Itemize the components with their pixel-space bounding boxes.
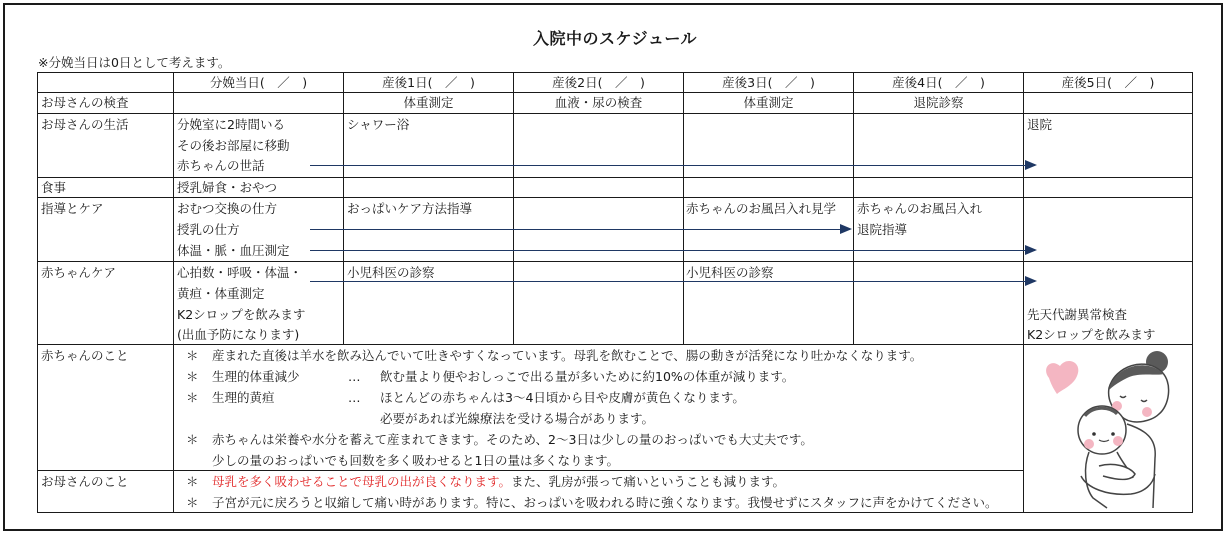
cell-baby-care-day1: 小児科医の診察 [347,265,435,280]
note-line: ほとんどの赤ちゃんは3～4日頃から目や皮膚が黄色くなります。 [380,390,745,405]
cell-mother-life-day0-line: 赤ちゃんの世話 [177,158,265,173]
cell-mother-life-day0-line: 分娩室に2時間いる [177,117,285,132]
note-line: また、乳房が張って痛いということも減ります。 [511,474,786,489]
row-label-meal: 食事 [41,180,67,195]
cell-meal-day0: 授乳婦食・おやつ [177,180,278,195]
cell-mother-exam-day3: 体重測定 [743,95,794,110]
row-label-guidance: 指導とケア [41,201,104,216]
note-line: 赤ちゃんは栄養や水分を蓄えて産まれてきます。そのため、2～3日は少しの量のおっぱいでも大丈夫です。 [212,432,813,447]
arrow-right-icon [310,281,1035,282]
arrow-right-icon [310,250,1035,251]
note-line-wrapper [212,471,785,492]
row-label-mother-exam: お母さんの検査 [41,95,129,110]
row-label-mother-life: お母さんの生活 [41,117,129,132]
note-line: 必要があれば光線療法を受ける場合があります。 [380,411,655,426]
cell-baby-care-day5-line: K2シロップを飲みます [1027,327,1156,342]
page-title: 入院中のスケジュール [532,29,698,48]
column-header-day5: 産後5日( ／ ) [1061,75,1155,90]
bullet-icon: ＊ [186,495,199,510]
bullet-icon: ＊ [186,474,199,489]
cell-baby-care-day0-line: K2シロップを飲みます [177,307,306,322]
column-header-day0: 分娩当日( ／ ) [209,75,308,90]
bullet-icon: ＊ [186,369,199,384]
cell-guidance-day4-line: 赤ちゃんのお風呂入れ [857,201,983,216]
row-label-about-mother: お母さんのこと [41,474,129,489]
column-header-day3: 産後3日( ／ ) [722,75,815,90]
column-header-day4: 産後4日( ／ ) [892,75,985,90]
note-term: 生理的体重減少 [212,369,300,384]
column-header-day2: 産後2日( ／ ) [552,75,645,90]
highlight-text: 母乳を多く吸わせることで母乳の出が良くなります。 [212,474,512,489]
note-text: ※分娩当日は0日として考えます。 [38,55,231,70]
row-label-baby-care: 赤ちゃんケア [41,265,117,280]
note-term: 生理的黄疸 [212,390,275,405]
grid-line [1023,72,1024,513]
cell-baby-care-day5-line: 先天代謝異常検査 [1027,307,1128,322]
ellipsis-icon: … [348,390,361,405]
cell-mother-exam-day4: 退院診察 [913,95,964,110]
cell-mother-exam-day1: 体重測定 [403,95,454,110]
cell-guidance-day4-line: 退院指導 [857,222,908,237]
column-header-day1: 産後1日( ／ ) [382,75,475,90]
cell-mother-life-day1: シャワー浴 [347,117,410,132]
grid-line [1192,72,1193,513]
row-label-about-baby: 赤ちゃんのこと [41,348,129,363]
cell-baby-care-day0-line: (出血予防になります) [177,327,300,342]
bullet-icon: ＊ [186,348,199,363]
cell-mother-life-day5: 退院 [1027,117,1053,132]
mother-holding-baby-icon [1027,348,1187,510]
cell-guidance-day0-line: 体温・脈・血圧測定 [177,243,290,258]
grid-line [37,72,38,513]
bullet-icon: ＊ [186,390,199,405]
arrow-right-icon [310,229,850,230]
cell-guidance-day1: おっぱいケア方法指導 [347,201,473,216]
mother-baby-illustration [1027,348,1187,510]
cell-guidance-day0-line: おむつ交換の仕方 [177,201,278,216]
cell-guidance-day3: 赤ちゃんのお風呂入れ見学 [686,201,837,216]
cell-baby-care-day0-line: 心拍数・呼吸・体温・ [177,265,303,280]
arrow-right-icon [310,165,1035,166]
bullet-icon: ＊ [186,432,199,447]
cell-baby-care-day0-line: 黄疸・体重測定 [177,286,265,301]
heart-icon [1046,361,1078,394]
note-line: 子宮が元に戻ろうと収縮して痛い時があります。特に、おっぱいを吸われる時に強くなります。我慢せずにスタッフに声をかけてください。 [212,495,998,510]
note-line: 産まれた直後は羊水を飲み込んでいて吐きやすくなっています。母乳を飲むことで、腸の動きが活発になり吐かなくなります。 [212,348,923,363]
cell-guidance-day0-line: 授乳の仕方 [177,222,240,237]
note-line: 飲む量より便やおしっこで出る量が多いために約10%の体重が減ります。 [380,369,795,384]
grid-line [173,72,174,513]
cell-mother-life-day0-line: その後お部屋に移動 [177,138,290,153]
ellipsis-icon: … [348,369,361,384]
cell-baby-care-day3: 小児科医の診察 [686,265,774,280]
cell-mother-exam-day2: 血液・尿の検査 [554,95,643,110]
note-line: 少しの量のおっぱいでも回数を多く吸わせると1日の量は多くなります。 [212,453,619,468]
